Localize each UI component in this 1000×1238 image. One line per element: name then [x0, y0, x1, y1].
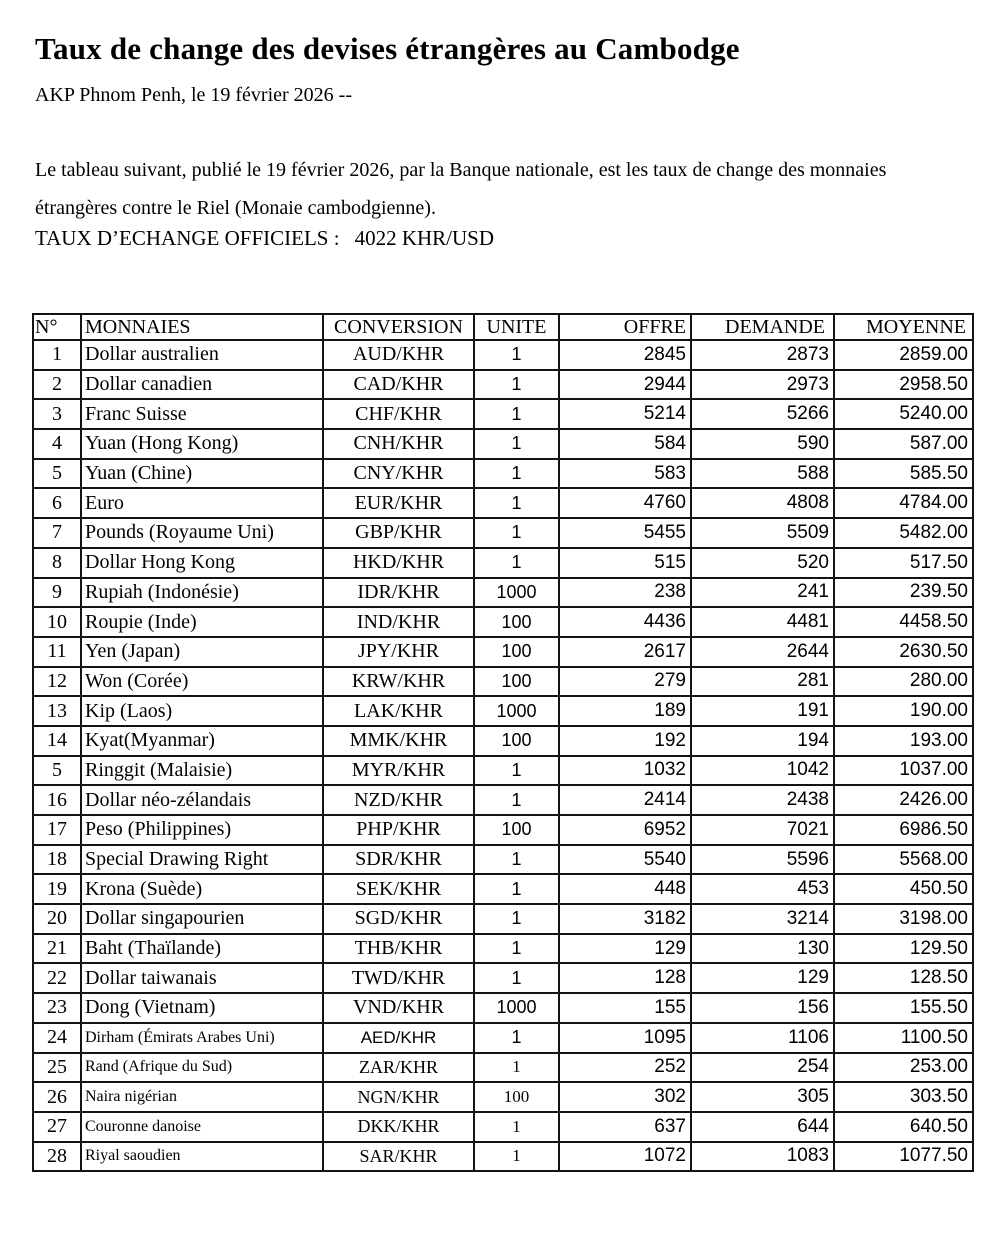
- offre-value-cell: 5214: [559, 399, 691, 429]
- demande-value-cell: 156: [691, 993, 834, 1023]
- offre-value-cell: 448: [559, 874, 691, 904]
- offre-value-cell: 128: [559, 963, 691, 993]
- moyenne-value-cell: 587.00: [834, 429, 973, 459]
- conversion-pair-cell: AED/KHR: [323, 1023, 474, 1053]
- table-row: [33, 696, 973, 726]
- unit-cell: 100: [474, 607, 559, 637]
- unit-cell: 1000: [474, 578, 559, 608]
- row-number-cell: 3: [33, 399, 81, 429]
- table-row: [33, 548, 973, 578]
- intro-paragraph: Le tableau suivant, publié le 19 février 2026, par la Banque nationale, est les taux de change des monnaies étrangères contre le Riel (Monaie cambodgienne).: [35, 159, 887, 219]
- conversion-pair-cell: THB/KHR: [323, 934, 474, 964]
- demande-value-cell: 4808: [691, 488, 834, 518]
- table-row: [33, 488, 973, 518]
- unit-cell: 100: [474, 667, 559, 697]
- unit-cell: 1: [474, 1142, 559, 1172]
- offre-value-cell: 637: [559, 1112, 691, 1142]
- offre-value-cell: 5540: [559, 845, 691, 875]
- moyenne-value-cell: 3198.00: [834, 904, 973, 934]
- conversion-pair-cell: JPY/KHR: [323, 637, 474, 667]
- demande-value-cell: 520: [691, 548, 834, 578]
- table-row: [33, 815, 973, 845]
- conversion-pair-cell: LAK/KHR: [323, 696, 474, 726]
- unit-cell: 1000: [474, 696, 559, 726]
- currency-name-cell: Dollar canadien: [81, 370, 323, 400]
- unit-cell: 1000: [474, 993, 559, 1023]
- moyenne-value-cell: 129.50: [834, 934, 973, 964]
- demande-value-cell: 4481: [691, 607, 834, 637]
- offre-value-cell: 155: [559, 993, 691, 1023]
- unit-cell: 1: [474, 1023, 559, 1053]
- unit-cell: 1: [474, 340, 559, 370]
- demande-value-cell: 305: [691, 1082, 834, 1112]
- moyenne-value-cell: 155.50: [834, 993, 973, 1023]
- conversion-pair-cell: MYR/KHR: [323, 756, 474, 786]
- currency-name-cell: Ringgit (Malaisie): [81, 756, 323, 786]
- unit-cell: 1: [474, 370, 559, 400]
- demande-value-cell: 2438: [691, 785, 834, 815]
- unit-cell: 1: [474, 488, 559, 518]
- dateline: AKP Phnom Penh, le 19 février 2026 --: [35, 84, 352, 106]
- offre-value-cell: 192: [559, 726, 691, 756]
- demande-value-cell: 590: [691, 429, 834, 459]
- unit-cell: 1: [474, 934, 559, 964]
- moyenne-value-cell: 2630.50: [834, 637, 973, 667]
- row-number-cell: 17: [33, 815, 81, 845]
- header-demande: DEMANDE: [691, 314, 834, 340]
- table-row: [33, 1023, 973, 1053]
- conversion-pair-cell: SAR/KHR: [323, 1142, 474, 1172]
- official-rate-value: 4022 KHR/USD: [354, 226, 494, 250]
- currency-name-cell: Yuan (Chine): [81, 459, 323, 489]
- official-rate-label: TAUX D’ECHANGE OFFICIELS :: [35, 226, 340, 250]
- moyenne-value-cell: 2958.50: [834, 370, 973, 400]
- offre-value-cell: 2414: [559, 785, 691, 815]
- unit-cell: 100: [474, 815, 559, 845]
- unit-cell: 1: [474, 845, 559, 875]
- demande-value-cell: 2873: [691, 340, 834, 370]
- moyenne-value-cell: 253.00: [834, 1053, 973, 1083]
- conversion-pair-cell: MMK/KHR: [323, 726, 474, 756]
- offre-value-cell: 302: [559, 1082, 691, 1112]
- currency-name-cell: Riyal saoudien: [81, 1142, 323, 1172]
- conversion-pair-cell: CAD/KHR: [323, 370, 474, 400]
- table-row: [33, 845, 973, 875]
- moyenne-value-cell: 239.50: [834, 578, 973, 608]
- currency-name-cell: Dollar néo-zélandais: [81, 785, 323, 815]
- moyenne-value-cell: 2426.00: [834, 785, 973, 815]
- unit-cell: 1: [474, 518, 559, 548]
- unit-cell: 100: [474, 726, 559, 756]
- table-row: [33, 459, 973, 489]
- offre-value-cell: 4760: [559, 488, 691, 518]
- table-header-row: [33, 314, 973, 340]
- offre-value-cell: 583: [559, 459, 691, 489]
- conversion-pair-cell: IND/KHR: [323, 607, 474, 637]
- row-number-cell: 5: [33, 756, 81, 786]
- row-number-cell: 24: [33, 1023, 81, 1053]
- unit-cell: 100: [474, 637, 559, 667]
- demande-value-cell: 241: [691, 578, 834, 608]
- offre-value-cell: 5455: [559, 518, 691, 548]
- header-conversion: CONVERSION: [323, 314, 474, 340]
- currency-name-cell: Rupiah (Indonésie): [81, 578, 323, 608]
- table-row: [33, 518, 973, 548]
- moyenne-value-cell: 5568.00: [834, 845, 973, 875]
- table-row: [33, 1082, 973, 1112]
- conversion-pair-cell: EUR/KHR: [323, 488, 474, 518]
- moyenne-value-cell: 1100.50: [834, 1023, 973, 1053]
- offre-value-cell: 4436: [559, 607, 691, 637]
- offre-value-cell: 6952: [559, 815, 691, 845]
- row-number-cell: 20: [33, 904, 81, 934]
- row-number-cell: 27: [33, 1112, 81, 1142]
- currency-name-cell: Franc Suisse: [81, 399, 323, 429]
- conversion-pair-cell: IDR/KHR: [323, 578, 474, 608]
- unit-cell: 1: [474, 429, 559, 459]
- offre-value-cell: 2617: [559, 637, 691, 667]
- conversion-pair-cell: SDR/KHR: [323, 845, 474, 875]
- moyenne-value-cell: 517.50: [834, 548, 973, 578]
- conversion-pair-cell: VND/KHR: [323, 993, 474, 1023]
- demande-value-cell: 2973: [691, 370, 834, 400]
- row-number-cell: 4: [33, 429, 81, 459]
- currency-name-cell: Yuan (Hong Kong): [81, 429, 323, 459]
- moyenne-value-cell: 303.50: [834, 1082, 973, 1112]
- row-number-cell: 1: [33, 340, 81, 370]
- row-number-cell: 19: [33, 874, 81, 904]
- currency-name-cell: Dirham (Émirats Arabes Uni): [81, 1023, 323, 1053]
- conversion-pair-cell: CNY/KHR: [323, 459, 474, 489]
- moyenne-value-cell: 5482.00: [834, 518, 973, 548]
- row-number-cell: 22: [33, 963, 81, 993]
- demande-value-cell: 130: [691, 934, 834, 964]
- row-number-cell: 26: [33, 1082, 81, 1112]
- row-number-cell: 25: [33, 1053, 81, 1083]
- moyenne-value-cell: 585.50: [834, 459, 973, 489]
- conversion-pair-cell: CNH/KHR: [323, 429, 474, 459]
- currency-name-cell: Roupie (Inde): [81, 607, 323, 637]
- row-number-cell: 28: [33, 1142, 81, 1172]
- moyenne-value-cell: 6986.50: [834, 815, 973, 845]
- table-row: [33, 1142, 973, 1172]
- currency-name-cell: Dollar australien: [81, 340, 323, 370]
- unit-cell: 1: [474, 399, 559, 429]
- conversion-pair-cell: NZD/KHR: [323, 785, 474, 815]
- moyenne-value-cell: 1037.00: [834, 756, 973, 786]
- table-row: [33, 874, 973, 904]
- table-row: [33, 1053, 973, 1083]
- demande-value-cell: 5596: [691, 845, 834, 875]
- offre-value-cell: 515: [559, 548, 691, 578]
- offre-value-cell: 3182: [559, 904, 691, 934]
- row-number-cell: 13: [33, 696, 81, 726]
- currency-name-cell: Won (Corée): [81, 667, 323, 697]
- unit-cell: 1: [474, 874, 559, 904]
- table-row: [33, 785, 973, 815]
- offre-value-cell: 238: [559, 578, 691, 608]
- table-row: [33, 934, 973, 964]
- demande-value-cell: 1106: [691, 1023, 834, 1053]
- table-body: [33, 340, 973, 1171]
- unit-cell: 1: [474, 785, 559, 815]
- moyenne-value-cell: 193.00: [834, 726, 973, 756]
- demande-value-cell: 1083: [691, 1142, 834, 1172]
- table-row: [33, 963, 973, 993]
- unit-cell: 1: [474, 1053, 559, 1083]
- currency-name-cell: Dollar singapourien: [81, 904, 323, 934]
- conversion-pair-cell: NGN/KHR: [323, 1082, 474, 1112]
- demande-value-cell: 191: [691, 696, 834, 726]
- conversion-pair-cell: TWD/KHR: [323, 963, 474, 993]
- currency-name-cell: Baht (Thaïlande): [81, 934, 323, 964]
- moyenne-value-cell: 4784.00: [834, 488, 973, 518]
- moyenne-value-cell: 1077.50: [834, 1142, 973, 1172]
- demande-value-cell: 281: [691, 667, 834, 697]
- offre-value-cell: 1095: [559, 1023, 691, 1053]
- currency-name-cell: Pounds (Royaume Uni): [81, 518, 323, 548]
- row-number-cell: 16: [33, 785, 81, 815]
- demande-value-cell: 254: [691, 1053, 834, 1083]
- table-row: [33, 429, 973, 459]
- page-title: Taux de change des devises étrangères au Cambodge: [35, 30, 740, 66]
- table-row: [33, 637, 973, 667]
- header-offre: OFFRE: [559, 314, 691, 340]
- demande-value-cell: 588: [691, 459, 834, 489]
- currency-name-cell: Kip (Laos): [81, 696, 323, 726]
- offre-value-cell: 189: [559, 696, 691, 726]
- row-number-cell: 7: [33, 518, 81, 548]
- table-row: [33, 578, 973, 608]
- header-unite: UNITE: [474, 314, 559, 340]
- row-number-cell: 18: [33, 845, 81, 875]
- header-monnaies: MONNAIES: [81, 314, 323, 340]
- row-number-cell: 11: [33, 637, 81, 667]
- offre-value-cell: 584: [559, 429, 691, 459]
- conversion-pair-cell: ZAR/KHR: [323, 1053, 474, 1083]
- demande-value-cell: 129: [691, 963, 834, 993]
- header-number: N°: [33, 314, 81, 340]
- offre-value-cell: 2944: [559, 370, 691, 400]
- conversion-pair-cell: DKK/KHR: [323, 1112, 474, 1142]
- row-number-cell: 14: [33, 726, 81, 756]
- demande-value-cell: 453: [691, 874, 834, 904]
- conversion-pair-cell: AUD/KHR: [323, 340, 474, 370]
- table-row: [33, 370, 973, 400]
- table-row: [33, 904, 973, 934]
- demande-value-cell: 3214: [691, 904, 834, 934]
- row-number-cell: 9: [33, 578, 81, 608]
- moyenne-value-cell: 2859.00: [834, 340, 973, 370]
- row-number-cell: 6: [33, 488, 81, 518]
- table-row: [33, 340, 973, 370]
- offre-value-cell: 279: [559, 667, 691, 697]
- offre-value-cell: 1032: [559, 756, 691, 786]
- unit-cell: 1: [474, 548, 559, 578]
- official-rate-line: [35, 226, 494, 251]
- table-row: [33, 667, 973, 697]
- moyenne-value-cell: 450.50: [834, 874, 973, 904]
- row-number-cell: 5: [33, 459, 81, 489]
- currency-name-cell: Dollar taiwanais: [81, 963, 323, 993]
- row-number-cell: 10: [33, 607, 81, 637]
- unit-cell: 1: [474, 904, 559, 934]
- table-row: [33, 756, 973, 786]
- demande-value-cell: 2644: [691, 637, 834, 667]
- offre-value-cell: 1072: [559, 1142, 691, 1172]
- row-number-cell: 21: [33, 934, 81, 964]
- row-number-cell: 8: [33, 548, 81, 578]
- offre-value-cell: 252: [559, 1053, 691, 1083]
- moyenne-value-cell: 128.50: [834, 963, 973, 993]
- conversion-pair-cell: SEK/KHR: [323, 874, 474, 904]
- conversion-pair-cell: KRW/KHR: [323, 667, 474, 697]
- offre-value-cell: 129: [559, 934, 691, 964]
- currency-name-cell: Dong (Vietnam): [81, 993, 323, 1023]
- currency-name-cell: Euro: [81, 488, 323, 518]
- unit-cell: 1: [474, 756, 559, 786]
- exchange-rates-table: [32, 313, 974, 1172]
- moyenne-value-cell: 4458.50: [834, 607, 973, 637]
- header-moyenne: MOYENNE: [834, 314, 973, 340]
- table-row: [33, 399, 973, 429]
- moyenne-value-cell: 640.50: [834, 1112, 973, 1142]
- row-number-cell: 12: [33, 667, 81, 697]
- unit-cell: 1: [474, 1112, 559, 1142]
- moyenne-value-cell: 280.00: [834, 667, 973, 697]
- unit-cell: 100: [474, 1082, 559, 1112]
- demande-value-cell: 1042: [691, 756, 834, 786]
- conversion-pair-cell: GBP/KHR: [323, 518, 474, 548]
- moyenne-value-cell: 190.00: [834, 696, 973, 726]
- conversion-pair-cell: CHF/KHR: [323, 399, 474, 429]
- table-row: [33, 726, 973, 756]
- row-number-cell: 2: [33, 370, 81, 400]
- currency-name-cell: Special Drawing Right: [81, 845, 323, 875]
- demande-value-cell: 7021: [691, 815, 834, 845]
- currency-name-cell: Kyat(Myanmar): [81, 726, 323, 756]
- demande-value-cell: 5266: [691, 399, 834, 429]
- currency-name-cell: Naira nigérian: [81, 1082, 323, 1112]
- row-number-cell: 23: [33, 993, 81, 1023]
- unit-cell: 1: [474, 459, 559, 489]
- currency-name-cell: Rand (Afrique du Sud): [81, 1053, 323, 1083]
- moyenne-value-cell: 5240.00: [834, 399, 973, 429]
- currency-name-cell: Dollar Hong Kong: [81, 548, 323, 578]
- table-row: [33, 993, 973, 1023]
- currency-name-cell: Peso (Philippines): [81, 815, 323, 845]
- offre-value-cell: 2845: [559, 340, 691, 370]
- demande-value-cell: 644: [691, 1112, 834, 1142]
- currency-name-cell: Yen (Japan): [81, 637, 323, 667]
- conversion-pair-cell: SGD/KHR: [323, 904, 474, 934]
- table-row: [33, 607, 973, 637]
- currency-name-cell: Krona (Suède): [81, 874, 323, 904]
- conversion-pair-cell: PHP/KHR: [323, 815, 474, 845]
- currency-name-cell: Couronne danoise: [81, 1112, 323, 1142]
- table-row: [33, 1112, 973, 1142]
- demande-value-cell: 5509: [691, 518, 834, 548]
- demande-value-cell: 194: [691, 726, 834, 756]
- conversion-pair-cell: HKD/KHR: [323, 548, 474, 578]
- unit-cell: 1: [474, 963, 559, 993]
